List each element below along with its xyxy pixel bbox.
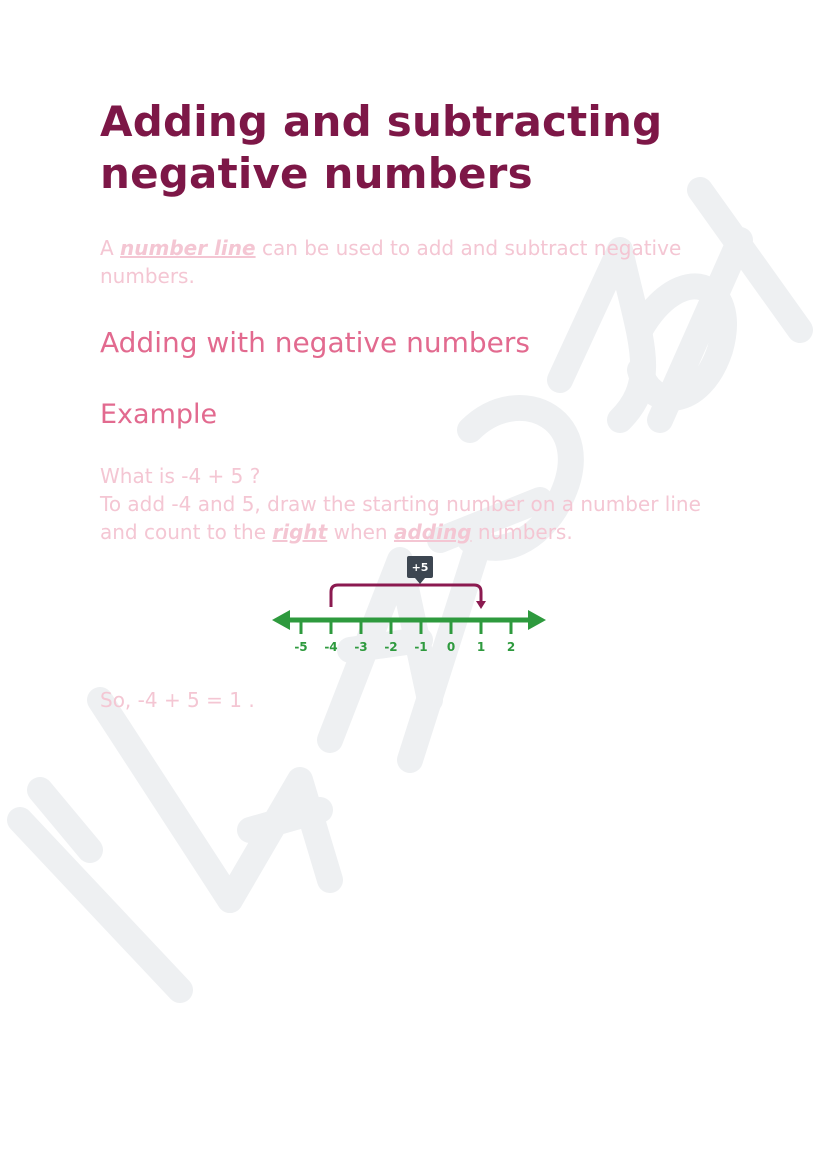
keyword-adding: adding [393, 520, 472, 544]
example-text [100, 462, 740, 546]
jump-arrowhead-icon [476, 601, 486, 609]
jump-label: +5 [411, 561, 429, 574]
instruction-part2: when [327, 520, 394, 544]
content [100, 96, 740, 546]
left-arrow-icon [272, 610, 290, 630]
example-heading: Example [100, 399, 218, 430]
tick-label: -2 [384, 640, 398, 654]
section-heading: Adding with negative numbers [100, 326, 530, 359]
question: What is -4 + 5 ? [100, 464, 261, 488]
tick-label: -4 [324, 640, 338, 654]
keyword-right: right [272, 520, 328, 544]
tick-label: 0 [446, 640, 456, 654]
tick-label: -3 [354, 640, 368, 654]
tick-label: -1 [414, 640, 428, 654]
result-text: So, -4 + 5 = 1 . [100, 688, 255, 712]
term-number-line: number line [120, 236, 256, 260]
number-line-diagram [268, 556, 550, 666]
tick-label: 2 [506, 640, 516, 654]
instruction-part1: To add -4 and 5, draw the starting number on a number line and count to the [100, 492, 701, 544]
jump-arc [331, 585, 481, 607]
jump-label-pointer [415, 578, 425, 584]
instruction-part3: numbers. [471, 520, 573, 544]
tick-label: -5 [294, 640, 308, 654]
intro-suffix: can be used to add and subtract negative numbers. [100, 236, 682, 288]
intro-paragraph [100, 234, 740, 290]
intro-prefix: A [100, 236, 121, 260]
tick-label: 1 [476, 640, 486, 654]
page-title: Adding and subtracting negative numbers [100, 97, 663, 198]
right-arrow-icon [528, 610, 546, 630]
